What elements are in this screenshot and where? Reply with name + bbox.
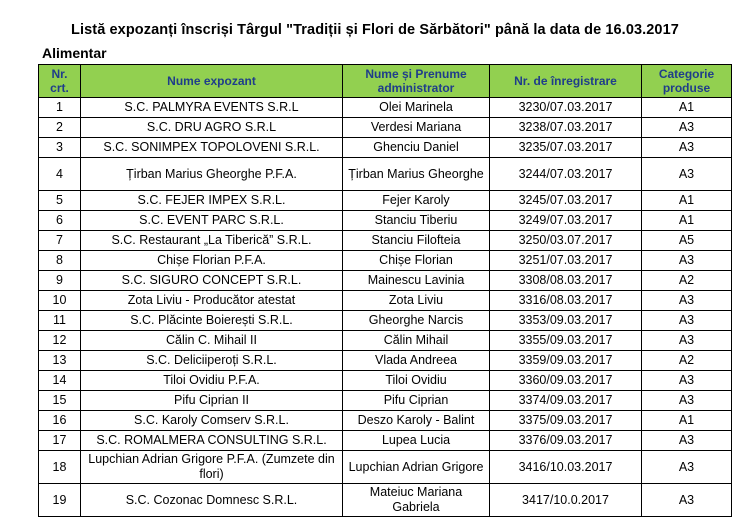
header-administrator: Nume și Prenume administrator bbox=[343, 65, 490, 98]
cell-categorie: A5 bbox=[642, 231, 732, 251]
cell-nr-inregistrare: 3308/08.03.2017 bbox=[490, 271, 642, 291]
cell-administrator: Țirban Marius Gheorghe bbox=[343, 158, 490, 191]
cell-categorie: A2 bbox=[642, 271, 732, 291]
table-header-row bbox=[39, 65, 732, 98]
cell-categorie: A3 bbox=[642, 371, 732, 391]
cell-nume-expozant: S.C. Plăcinte Boierești S.R.L. bbox=[81, 311, 343, 331]
cell-categorie: A3 bbox=[642, 431, 732, 451]
cell-nr: 11 bbox=[39, 311, 81, 331]
table-row bbox=[39, 371, 732, 391]
cell-categorie: A3 bbox=[642, 484, 732, 517]
cell-administrator: Olei Marinela bbox=[343, 98, 490, 118]
cell-nume-expozant: S.C. Karoly Comserv S.R.L. bbox=[81, 411, 343, 431]
cell-categorie: A3 bbox=[642, 391, 732, 411]
cell-nr-inregistrare: 3374/09.03.2017 bbox=[490, 391, 642, 411]
cell-administrator: Zota Liviu bbox=[343, 291, 490, 311]
cell-categorie: A3 bbox=[642, 118, 732, 138]
table-row bbox=[39, 311, 732, 331]
cell-nume-expozant: Lupchian Adrian Grigore P.F.A. (Zumzete din flori) bbox=[81, 451, 343, 484]
cell-administrator: Stanciu Filofteia bbox=[343, 231, 490, 251]
cell-categorie: A3 bbox=[642, 251, 732, 271]
cell-nr-inregistrare: 3230/07.03.2017 bbox=[490, 98, 642, 118]
cell-nr-inregistrare: 3245/07.03.2017 bbox=[490, 191, 642, 211]
cell-administrator: Pifu Ciprian bbox=[343, 391, 490, 411]
cell-nume-expozant: S.C. DRU AGRO S.R.L bbox=[81, 118, 343, 138]
table-row bbox=[39, 411, 732, 431]
table-row bbox=[39, 484, 732, 517]
document-title: Listă expozanți înscriși Târgul "Tradiții și Flori de Sărbători" până la data de 16.03.2017 bbox=[71, 22, 679, 38]
header-nr-inregistrare: Nr. de înregistrare bbox=[490, 65, 642, 98]
cell-categorie: A3 bbox=[642, 311, 732, 331]
cell-nr: 18 bbox=[39, 451, 81, 484]
cell-nr: 7 bbox=[39, 231, 81, 251]
cell-nr: 8 bbox=[39, 251, 81, 271]
cell-categorie: A3 bbox=[642, 291, 732, 311]
cell-administrator: Vlada Andreea bbox=[343, 351, 490, 371]
cell-nr: 15 bbox=[39, 391, 81, 411]
table-row bbox=[39, 231, 732, 251]
header-nume-expozant: Nume expozant bbox=[81, 65, 343, 98]
section-heading: Alimentar bbox=[42, 45, 107, 61]
table-row bbox=[39, 138, 732, 158]
cell-categorie: A3 bbox=[642, 158, 732, 191]
cell-nr: 6 bbox=[39, 211, 81, 231]
cell-categorie: A3 bbox=[642, 138, 732, 158]
header-nr: Nr. crt. bbox=[39, 65, 81, 98]
cell-nr-inregistrare: 3417/10.0.2017 bbox=[490, 484, 642, 517]
cell-nr-inregistrare: 3359/09.03.2017 bbox=[490, 351, 642, 371]
cell-nr: 9 bbox=[39, 271, 81, 291]
cell-nr-inregistrare: 3355/09.03.2017 bbox=[490, 331, 642, 351]
cell-administrator: Chișe Florian bbox=[343, 251, 490, 271]
cell-nume-expozant: Călin C. Mihail II bbox=[81, 331, 343, 351]
cell-categorie: A2 bbox=[642, 351, 732, 371]
cell-categorie: A1 bbox=[642, 211, 732, 231]
table-row bbox=[39, 118, 732, 138]
cell-nr: 2 bbox=[39, 118, 81, 138]
cell-nr-inregistrare: 3244/07.03.2017 bbox=[490, 158, 642, 191]
table-row bbox=[39, 331, 732, 351]
cell-nume-expozant: Chișe Florian P.F.A. bbox=[81, 251, 343, 271]
cell-categorie: A1 bbox=[642, 411, 732, 431]
cell-nume-expozant: S.C. SIGURO CONCEPT S.R.L. bbox=[81, 271, 343, 291]
cell-administrator: Ghenciu Daniel bbox=[343, 138, 490, 158]
table-row bbox=[39, 251, 732, 271]
cell-nume-expozant: S.C. EVENT PARC S.R.L. bbox=[81, 211, 343, 231]
cell-nr: 1 bbox=[39, 98, 81, 118]
table-row bbox=[39, 431, 732, 451]
cell-nr: 19 bbox=[39, 484, 81, 517]
cell-nr-inregistrare: 3375/09.03.2017 bbox=[490, 411, 642, 431]
cell-nr: 5 bbox=[39, 191, 81, 211]
table-row bbox=[39, 191, 732, 211]
cell-administrator: Deszo Karoly - Balint bbox=[343, 411, 490, 431]
cell-nume-expozant: S.C. Cozonac Domnesc S.R.L. bbox=[81, 484, 343, 517]
cell-categorie: A1 bbox=[642, 98, 732, 118]
table-row bbox=[39, 291, 732, 311]
cell-nume-expozant: S.C. PALMYRA EVENTS S.R.L bbox=[81, 98, 343, 118]
cell-nume-expozant: S.C. Restaurant „La Tiberică” S.R.L. bbox=[81, 231, 343, 251]
cell-administrator: Lupchian Adrian Grigore bbox=[343, 451, 490, 484]
cell-nr-inregistrare: 3251/07.03.2017 bbox=[490, 251, 642, 271]
cell-nr-inregistrare: 3416/10.03.2017 bbox=[490, 451, 642, 484]
cell-nume-expozant: S.C. SONIMPEX TOPOLOVENI S.R.L. bbox=[81, 138, 343, 158]
cell-administrator: Stanciu Tiberiu bbox=[343, 211, 490, 231]
table-row bbox=[39, 451, 732, 484]
cell-administrator: Călin Mihail bbox=[343, 331, 490, 351]
cell-nr-inregistrare: 3250/03.07.2017 bbox=[490, 231, 642, 251]
cell-administrator: Fejer Karoly bbox=[343, 191, 490, 211]
cell-administrator: Tiloi Ovidiu bbox=[343, 371, 490, 391]
cell-nr-inregistrare: 3238/07.03.2017 bbox=[490, 118, 642, 138]
cell-categorie: A1 bbox=[642, 191, 732, 211]
cell-categorie: A3 bbox=[642, 331, 732, 351]
table-row bbox=[39, 351, 732, 371]
table-row bbox=[39, 158, 732, 191]
cell-nr-inregistrare: 3316/08.03.2017 bbox=[490, 291, 642, 311]
exhibitors-table bbox=[38, 64, 732, 517]
cell-administrator: Verdesi Mariana bbox=[343, 118, 490, 138]
cell-nume-expozant: Zota Liviu - Producător atestat bbox=[81, 291, 343, 311]
cell-nr: 16 bbox=[39, 411, 81, 431]
cell-nume-expozant: Tiloi Ovidiu P.F.A. bbox=[81, 371, 343, 391]
cell-nume-expozant: S.C. Deliciiperoți S.R.L. bbox=[81, 351, 343, 371]
cell-nr: 4 bbox=[39, 158, 81, 191]
cell-nume-expozant: S.C. ROMALMERA CONSULTING S.R.L. bbox=[81, 431, 343, 451]
cell-nr: 14 bbox=[39, 371, 81, 391]
cell-nume-expozant: Țirban Marius Gheorghe P.F.A. bbox=[81, 158, 343, 191]
cell-nr-inregistrare: 3249/07.03.2017 bbox=[490, 211, 642, 231]
cell-administrator: Gheorghe Narcis bbox=[343, 311, 490, 331]
cell-nr: 17 bbox=[39, 431, 81, 451]
cell-nr: 13 bbox=[39, 351, 81, 371]
table-row bbox=[39, 391, 732, 411]
cell-nume-expozant: S.C. FEJER IMPEX S.R.L. bbox=[81, 191, 343, 211]
table-row bbox=[39, 211, 732, 231]
cell-nr: 10 bbox=[39, 291, 81, 311]
cell-administrator: Lupea Lucia bbox=[343, 431, 490, 451]
cell-administrator: Mateiuc Mariana Gabriela bbox=[343, 484, 490, 517]
cell-nr-inregistrare: 3235/07.03.2017 bbox=[490, 138, 642, 158]
cell-nr: 3 bbox=[39, 138, 81, 158]
table-row bbox=[39, 98, 732, 118]
header-categorie: Categorie produse bbox=[642, 65, 732, 98]
cell-categorie: A3 bbox=[642, 451, 732, 484]
cell-nr-inregistrare: 3376/09.03.2017 bbox=[490, 431, 642, 451]
cell-administrator: Mainescu Lavinia bbox=[343, 271, 490, 291]
cell-nume-expozant: Pifu Ciprian II bbox=[81, 391, 343, 411]
cell-nr: 12 bbox=[39, 331, 81, 351]
cell-nr-inregistrare: 3353/09.03.2017 bbox=[490, 311, 642, 331]
cell-nr-inregistrare: 3360/09.03.2017 bbox=[490, 371, 642, 391]
table-row bbox=[39, 271, 732, 291]
